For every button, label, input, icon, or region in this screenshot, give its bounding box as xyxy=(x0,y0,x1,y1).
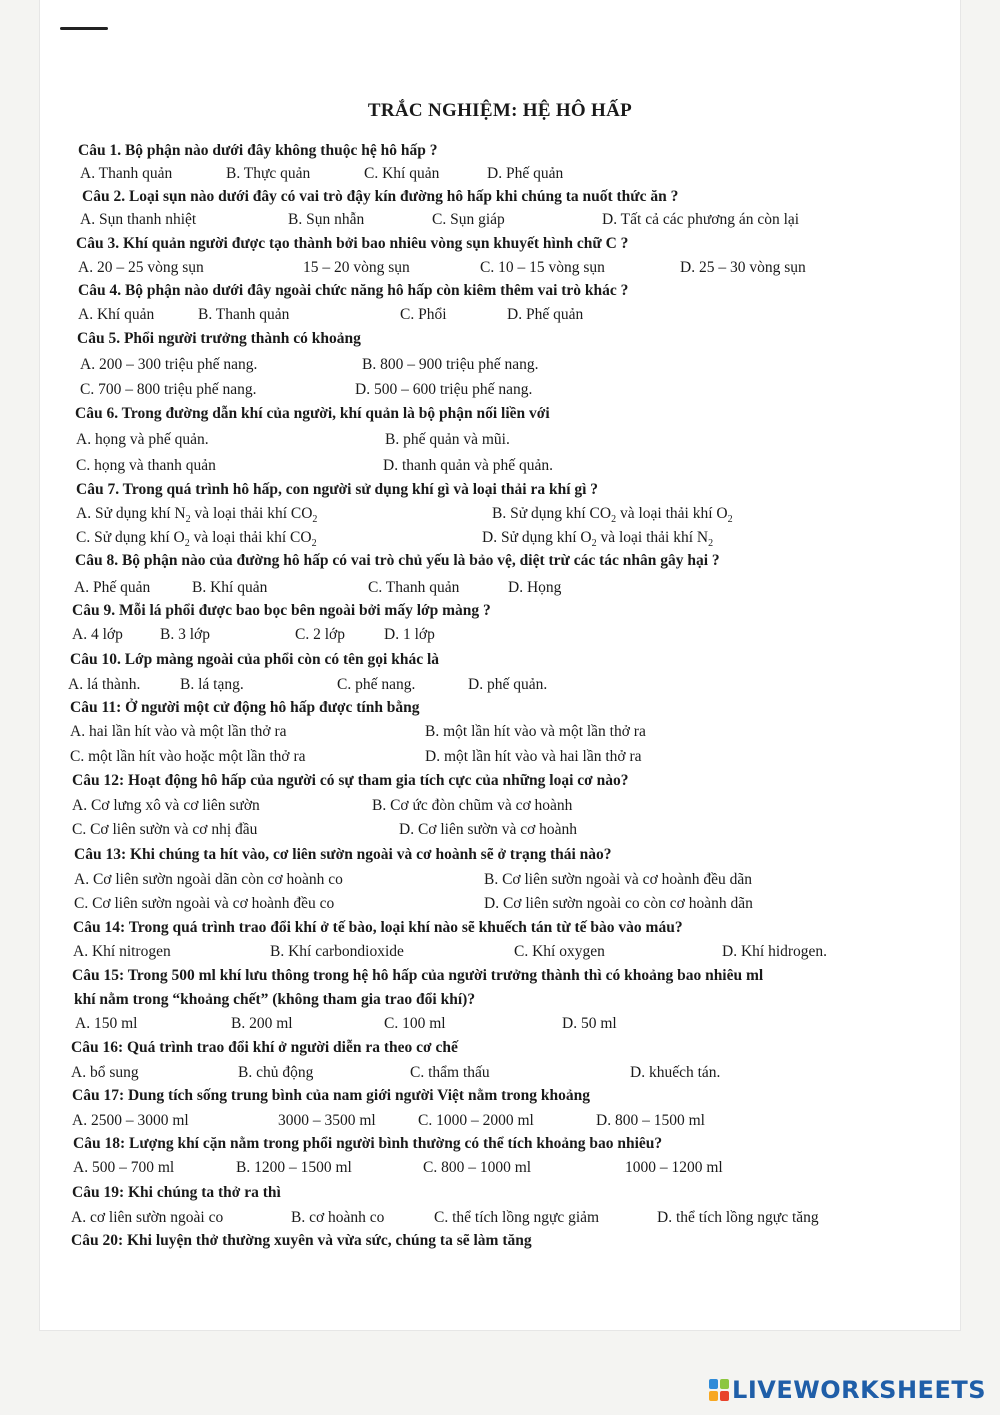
subscript: 2 xyxy=(708,538,714,550)
answer-option[interactable]: C. 800 – 1000 ml xyxy=(423,1159,532,1176)
question-text: Câu 13: Khi chúng ta hít vào, cơ liên sườn ngoài và cơ hoành sẽ ở trạng thái nào? xyxy=(74,846,612,863)
answer-option[interactable]: C. một lần hít vào hoặc một lần thở ra xyxy=(70,748,306,765)
answer-option[interactable]: A. 20 – 25 vòng sụn xyxy=(78,259,204,276)
answer-option[interactable]: C. Cơ liên sườn ngoài và cơ hoành đều co xyxy=(74,895,335,912)
answer-option[interactable]: A. 150 ml xyxy=(75,1015,138,1032)
answer-option[interactable] xyxy=(492,505,733,525)
answer-option[interactable]: A. họng và phế quản. xyxy=(76,431,209,448)
answer-option[interactable]: D. 1 lớp xyxy=(384,626,435,643)
answer-option[interactable]: D. Phế quản xyxy=(507,306,584,323)
question-text: Câu 7. Trong quá trình hô hấp, con người sử dụng khí gì và loại thải ra khí gì ? xyxy=(76,481,599,498)
answer-option[interactable]: B. phế quản và mũi. xyxy=(385,431,510,448)
answer-option[interactable]: C. phế nang. xyxy=(337,676,416,693)
page-title: TRẮC NGHIỆM: HỆ HÔ HẤP xyxy=(367,100,633,121)
answer-option[interactable]: B. 800 – 900 triệu phế nang. xyxy=(362,356,539,373)
option-text: và loại thải khí CO xyxy=(190,505,313,522)
subscript: 2 xyxy=(185,514,191,526)
answer-option[interactable]: C. Thanh quản xyxy=(368,579,460,596)
answer-option[interactable]: C. Khí quản xyxy=(364,165,440,182)
answer-option[interactable]: A. 200 – 300 triệu phế nang. xyxy=(80,356,258,373)
answer-option[interactable]: D. 800 – 1500 ml xyxy=(596,1112,705,1129)
answer-option[interactable]: C. Khí oxygen xyxy=(514,943,605,960)
answer-option[interactable]: B. 200 ml xyxy=(231,1015,293,1032)
answer-option[interactable]: A. Cơ liên sườn ngoài dãn còn cơ hoành co xyxy=(74,871,343,888)
question-text: Câu 12: Hoạt động hô hấp của người có sự tham gia tích cực của những loại cơ nào? xyxy=(72,772,629,789)
answer-option[interactable]: B. Cơ ức đòn chũm và cơ hoành xyxy=(372,797,573,814)
answer-option[interactable]: B. chủ động xyxy=(238,1064,314,1081)
answer-option[interactable]: C. 1000 – 2000 ml xyxy=(418,1112,534,1129)
answer-option[interactable]: D. Cơ liên sườn ngoài co còn cơ hoành dãn xyxy=(484,895,753,912)
subscript: 2 xyxy=(591,538,597,550)
answer-option[interactable]: B. Sụn nhẫn xyxy=(288,211,365,228)
question-text: Câu 5. Phổi người trưởng thành có khoảng xyxy=(77,330,361,347)
answer-option[interactable]: D. một lần hít vào và hai lần thở ra xyxy=(425,748,642,765)
question-text: Câu 6. Trong đường dẫn khí của người, khí quản là bộ phận nối liền với xyxy=(75,405,550,422)
question-text: Câu 9. Mỗi lá phổi được bao bọc bên ngoài bởi mấy lớp màng ? xyxy=(72,602,491,619)
logo-square-blue xyxy=(709,1379,718,1389)
liveworksheets-footer xyxy=(709,1375,986,1405)
question-text: Câu 3. Khí quản người được tạo thành bởi bao nhiêu vòng sụn khuyết hình chữ C ? xyxy=(76,235,629,252)
answer-option[interactable]: D. khuếch tán. xyxy=(630,1064,721,1081)
answer-option[interactable] xyxy=(76,529,317,549)
question-text: Câu 8. Bộ phận nào của đường hô hấp có vai trò chủ yếu là bảo vệ, diệt trừ các tác nhân gây hại ? xyxy=(75,552,720,569)
answer-option[interactable]: C. Sụn giáp xyxy=(432,211,505,228)
option-text: B. Sử dụng khí CO xyxy=(492,505,612,522)
answer-option[interactable]: C. thể tích lồng ngực giảm xyxy=(434,1209,600,1226)
answer-option[interactable]: D. Tất cả các phương án còn lại xyxy=(602,211,800,228)
answer-option[interactable]: C. Cơ liên sườn và cơ nhị đầu xyxy=(72,821,258,838)
answer-option[interactable]: B. Thanh quản xyxy=(198,306,290,323)
option-text: và loại thải khí O xyxy=(616,505,728,522)
answer-option[interactable]: A. hai lần hít vào và một lần thở ra xyxy=(70,723,287,740)
answer-option[interactable] xyxy=(76,505,317,525)
subscript: 2 xyxy=(611,514,617,526)
answer-option[interactable]: A. 4 lớp xyxy=(72,626,123,643)
option-text: C. Sử dụng khí O xyxy=(76,529,185,546)
question-text: Câu 18: Lượng khí cặn nằm trong phổi người bình thường có thể tích khoảng bao nhiêu? xyxy=(73,1135,663,1152)
logo-square-green xyxy=(720,1379,729,1389)
liveworksheets-logo-icon xyxy=(709,1379,729,1401)
answer-option[interactable]: 15 – 20 vòng sụn xyxy=(303,259,410,276)
option-text: A. Sử dụng khí N xyxy=(76,505,186,522)
answer-option[interactable]: D. 50 ml xyxy=(562,1015,617,1032)
answer-option[interactable]: A. Khí quản xyxy=(78,306,155,323)
answer-option[interactable]: D. thanh quản và phế quản. xyxy=(383,457,554,474)
answer-option[interactable] xyxy=(482,529,713,549)
answer-option[interactable]: B. Cơ liên sườn ngoài và cơ hoành đều dãn xyxy=(484,871,753,888)
answer-option[interactable]: C. thẩm thấu xyxy=(410,1064,490,1081)
question-text: Câu 1. Bộ phận nào dưới đây không thuộc hệ hô hấp ? xyxy=(78,142,438,159)
answer-option[interactable]: A. cơ liên sườn ngoài co xyxy=(71,1209,224,1226)
question-text: Câu 11: Ở người một cử động hô hấp được tính bằng xyxy=(70,699,420,716)
question-text: Câu 15: Trong 500 ml khí lưu thông trong hệ hô hấp của người trưởng thành thì có khoảng bao nhiêu ml xyxy=(72,967,764,984)
answer-option[interactable]: 1000 – 1200 ml xyxy=(625,1159,723,1176)
brand-name: LIVEWORKSHEETS xyxy=(732,1376,986,1404)
answer-option[interactable]: C. họng và thanh quản xyxy=(76,457,216,474)
answer-option[interactable]: B. 1200 – 1500 ml xyxy=(236,1159,352,1176)
answer-option[interactable]: B. Thực quản xyxy=(226,165,311,182)
answer-option[interactable]: A. Khí nitrogen xyxy=(73,943,171,960)
answer-option[interactable]: B. Khí carbondioxide xyxy=(270,943,404,960)
answer-option[interactable]: A. Phế quản xyxy=(74,579,151,596)
question-text-continued: khí nằm trong “khoảng chết” (không tham gia trao đổi khí)? xyxy=(74,991,476,1008)
answer-option[interactable]: A. 2500 – 3000 ml xyxy=(72,1112,189,1129)
question-text: Câu 4. Bộ phận nào dưới đây ngoài chức năng hô hấp còn kiêm thêm vai trò khác ? xyxy=(78,282,629,299)
question-text: Câu 2. Loại sụn nào dưới đây có vai trò đậy kín đường hô hấp khi chúng ta nuốt thức ăn ? xyxy=(82,188,679,205)
answer-option[interactable]: B. Khí quản xyxy=(192,579,268,596)
answer-option[interactable]: A. Sụn thanh nhiệt xyxy=(80,211,197,228)
answer-option[interactable]: A. Cơ lưng xô và cơ liên sườn xyxy=(72,797,260,814)
answer-option[interactable]: D. thể tích lồng ngực tăng xyxy=(657,1209,819,1226)
answer-option[interactable]: A. lá thành. xyxy=(68,676,141,693)
answer-option[interactable]: D. Cơ liên sườn và cơ hoành xyxy=(399,821,578,838)
question-text: Câu 10. Lớp màng ngoài của phổi còn có tên gọi khác là xyxy=(70,651,440,668)
answer-option[interactable]: C. 700 – 800 triệu phế nang. xyxy=(80,381,257,398)
subscript: 2 xyxy=(312,514,318,526)
answer-option[interactable]: B. một lần hít vào và một lần thở ra xyxy=(425,723,646,740)
answer-option[interactable]: C. 10 – 15 vòng sụn xyxy=(480,259,605,276)
question-text: Câu 16: Quá trình trao đổi khí ở người diễn ra theo cơ chế xyxy=(71,1039,458,1056)
option-text: và loại thải khí CO xyxy=(189,529,312,546)
subscript: 2 xyxy=(727,514,733,526)
answer-option[interactable]: D. Phế quản xyxy=(487,165,564,182)
option-text: D. Sử dụng khí O xyxy=(482,529,592,546)
answer-option[interactable]: A. Thanh quản xyxy=(80,165,173,182)
answer-option[interactable]: C. 2 lớp xyxy=(295,626,345,643)
answer-option[interactable]: D. 25 – 30 vòng sụn xyxy=(680,259,806,276)
answer-option[interactable]: 3000 – 3500 ml xyxy=(278,1112,376,1129)
answer-option[interactable]: D. Họng xyxy=(508,579,562,596)
subscript: 2 xyxy=(311,538,317,550)
subscript: 2 xyxy=(184,538,190,550)
answer-option[interactable]: B. 3 lớp xyxy=(160,626,210,643)
question-text: Câu 14: Trong quá trình trao đổi khí ở tế bào, loại khí nào sẽ khuếch tán từ tế bào vào máu? xyxy=(73,919,683,936)
answer-option[interactable]: B. cơ hoành co xyxy=(291,1209,385,1226)
answer-option[interactable]: C. 100 ml xyxy=(384,1015,446,1032)
answer-option[interactable]: C. Phổi xyxy=(400,306,447,323)
answer-option[interactable]: D. phế quản. xyxy=(468,676,548,693)
logo-square-red xyxy=(720,1391,729,1401)
answer-option[interactable]: D. 500 – 600 triệu phế nang. xyxy=(355,381,533,398)
pen-mark xyxy=(60,27,108,30)
answer-option[interactable]: D. Khí hidrogen. xyxy=(722,943,828,960)
answer-option[interactable]: A. 500 – 700 ml xyxy=(73,1159,175,1176)
answer-option[interactable]: A. bổ sung xyxy=(71,1064,139,1081)
question-text: Câu 19: Khi chúng ta thở ra thì xyxy=(72,1184,281,1201)
question-text: Câu 20: Khi luyện thở thường xuyên và vừa sức, chúng ta sẽ làm tăng xyxy=(71,1232,532,1249)
question-text: Câu 17: Dung tích sống trung bình của nam giới người Việt nằm trong khoảng xyxy=(72,1087,590,1104)
logo-square-orange xyxy=(709,1391,718,1401)
answer-option[interactable]: B. lá tạng. xyxy=(180,676,244,693)
option-text: và loại thải khí N xyxy=(596,529,709,546)
